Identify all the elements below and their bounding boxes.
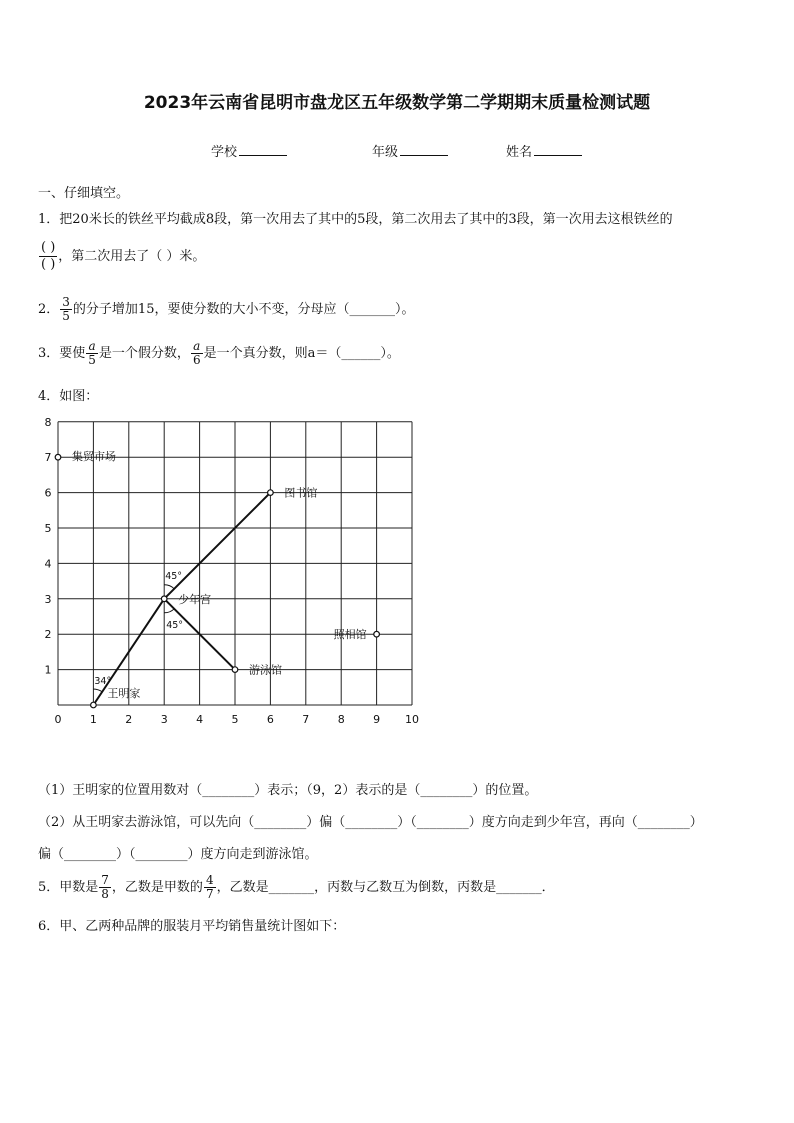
y-tick-label: 5 [44, 522, 52, 535]
x-tick-label: 7 [302, 713, 310, 726]
x-tick-label: 3 [160, 713, 168, 726]
x-tick-label: 9 [373, 713, 381, 726]
location-point [91, 702, 97, 708]
angle-label: 45° [166, 619, 184, 631]
school-blank[interactable] [239, 143, 287, 156]
grade-label: 年级 [372, 145, 399, 160]
angle-arc [164, 609, 174, 613]
y-tick-label: 1 [44, 663, 52, 677]
school-label: 学校 [211, 145, 238, 160]
x-tick-label: 0 [54, 713, 62, 726]
question-1-line1: 1．把20米长的铁丝平均截成8段，第一次用去了其中的5段，第二次用去了其中的3段，第一次用去这根铁丝的 [38, 212, 673, 227]
x-tick-label: 6 [266, 713, 274, 726]
location-point [55, 454, 61, 460]
question-3: 3．要使 $\frac{a}{5}$ 是一个假分数， $\frac{a}{6}$ 是一个真分数，则a＝（______）。 [38, 339, 400, 367]
question-5-fraction-b: $\frac{4}{7}$ [205, 873, 214, 901]
school-field [211, 141, 287, 160]
question-1-fraction[interactable]: $\frac{( )}{( )}$ [41, 240, 56, 272]
location-label: 照相馆 [333, 628, 367, 642]
location-point [232, 667, 238, 673]
question-4-label: 4．如图： [38, 389, 99, 404]
question-4-sub2-line2: 偏（________）（________）度方向走到游泳馆。 [38, 847, 318, 862]
location-label: 王明家 [107, 687, 141, 700]
question-6: 6．甲、乙两种品牌的服装月平均销售量统计图如下： [38, 919, 346, 934]
question-3-fraction-b: $\frac{a}{6}$ [192, 339, 201, 367]
page-title: 2023年云南省昆明市盘龙区五年级数学第二学期期末质量检测试题 [143, 93, 651, 113]
y-tick-label: 3 [44, 592, 52, 606]
question-2-fraction: $\frac{3}{5}$ [62, 295, 70, 323]
location-point [374, 631, 380, 637]
y-tick-label: 7 [44, 451, 52, 465]
x-tick-label: 1 [89, 713, 97, 726]
angle-arc [93, 689, 102, 692]
grade-field [372, 141, 448, 160]
location-label: 图书馆 [284, 486, 318, 500]
name-blank[interactable] [534, 143, 582, 156]
question-2: 2． $\frac{3}{5}$ 的分子增加15，要使分数的大小不变，分母应（_______）。 [38, 295, 415, 323]
location-label: 游泳馆 [249, 663, 282, 677]
location-label: 集贸市场 [72, 450, 116, 464]
x-tick-label: 5 [231, 713, 239, 726]
location-point [268, 490, 274, 496]
x-tick-label: 2 [125, 713, 133, 726]
question-1-line2 [38, 240, 205, 273]
y-tick-label: 4 [44, 557, 52, 571]
coordinate-grid-svg [36, 413, 426, 735]
y-tick-label: 6 [44, 486, 52, 500]
coordinate-grid-chart [36, 413, 426, 739]
question-4-sub2-line1: （2）从王明家去游泳馆，可以先向（________）偏（________）（________）度方向走到少年宫，再向（________） [38, 815, 703, 830]
x-tick-label: 4 [196, 713, 204, 726]
name-label: 姓名 [506, 145, 533, 160]
y-tick-label: 2 [44, 628, 52, 642]
location-label: 少年宫 [178, 592, 212, 606]
x-tick-label: 10 [405, 713, 419, 726]
y-tick-label: 8 [44, 415, 52, 429]
angle-arc [164, 585, 174, 589]
question-4-sub1: （1）王明家的位置用数对（________）表示；（9，2）表示的是（________）的位置。 [38, 783, 538, 798]
angle-label: 45° [165, 570, 183, 582]
question-5: 5．甲数是 $\frac{7}{8}$ ，乙数是甲数的 $\frac{4}{7}$ ，乙数是_______，丙数与乙数互为倒数，丙数是_______． [38, 873, 555, 901]
question-3-fraction-a: $\frac{a}{5}$ [88, 339, 96, 367]
route-segment [164, 493, 270, 599]
location-point [161, 596, 167, 602]
question-5-fraction-a: $\frac{7}{8}$ [101, 873, 109, 901]
grade-blank[interactable] [400, 143, 448, 156]
angle-label: 34° [94, 676, 112, 687]
question-1-tail: ，第二次用去了（ ）米。 [58, 249, 206, 264]
name-field [506, 141, 582, 160]
section-heading: 一、仔细填空。 [38, 186, 130, 201]
x-tick-label: 8 [337, 713, 345, 726]
